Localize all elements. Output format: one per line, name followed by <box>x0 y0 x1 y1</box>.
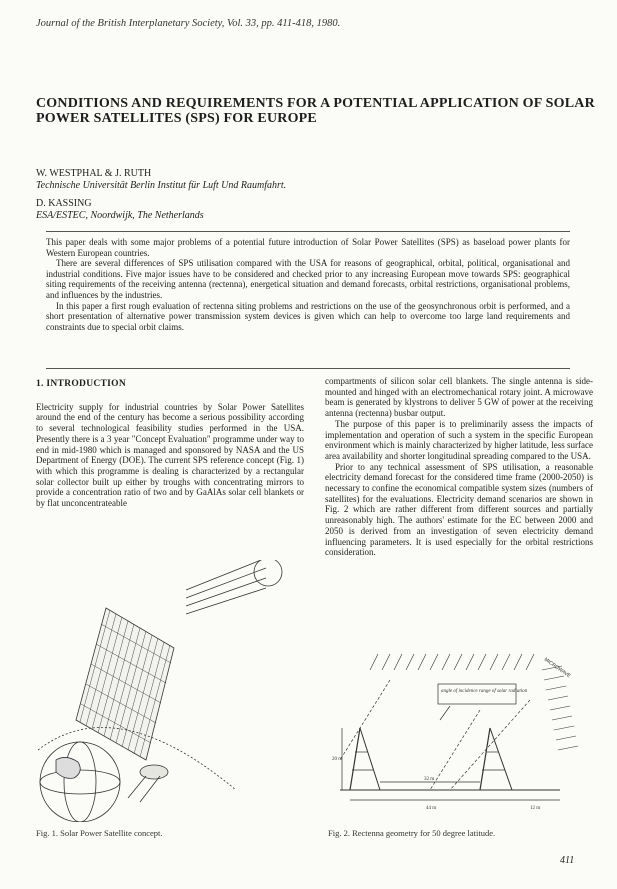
abstract <box>46 237 570 332</box>
figure-2-rectenna-geometry <box>330 640 592 818</box>
body-paragraph: The purpose of this paper is to preliminarily assess the impacts of implementation and operation of such a system in the specific European environment which is mainly characterized by higher latitude, less surface area availability and shorter longitudinal spreading compared to the USA. <box>325 418 593 461</box>
abstract-top-rule <box>46 231 570 232</box>
author-names: D. KASSING <box>36 198 92 209</box>
author-names: W. WESTPHAL & J. RUTH <box>36 168 152 179</box>
body-paragraph: Electricity supply for industrial countries by Solar Power Satellites around the end of the century has become a serious possibility according to several technological feasibility studies performed in the USA. Presently there is a 3 year "Concept Evaluation" programme under way to end in mid-1980 which is managed and sponsored by NASA and the US Department of Energy (DOE). The current SPS reference concept (Fig. 1) with which this programme is dealing is characterized by a rectangular solar collector built up either by troughs with concentrating mirrors to provide a concentration ratio of two and by GaAlAs solar cell blankets or by flat unconcentrateable <box>36 401 304 509</box>
figure-2-caption: Fig. 2. Rectenna geometry for 50 degree latitude. <box>328 828 496 838</box>
height-label: 20 m <box>332 757 343 762</box>
author-affiliation: Technische Universität Berlin Institut für Luft Und Raumfahrt. <box>36 180 287 191</box>
left-column <box>36 379 304 509</box>
abstract-paragraph: This paper deals with some major problems of a potential future introduction of Solar Power Satellites (SPS) as baseload power plants for Western European countries. <box>46 237 570 258</box>
author-affiliation: ESA/ESTEC, Noordwijk, The Netherlands <box>36 210 204 221</box>
figure-1-caption: Fig. 1. Solar Power Satellite concept. <box>36 828 163 838</box>
span-label-44: 44 m <box>426 806 437 811</box>
body-paragraph: compartments of silicon solar cell blankets. The single antenna is side-mounted and hinged with an electromechanical rotary joint. A microwave beam is generated by klystrons to deliver 5 GW of power at the receiving antenna (rectenna) busbar output. <box>325 376 593 419</box>
figure-1-sps-concept <box>36 560 296 822</box>
abstract-bottom-rule <box>46 368 570 369</box>
paper-title: CONDITIONS AND REQUIREMENTS FOR A POTENTIAL APPLICATION OF SOLAR POWER SATELLITES (SPS) FOR EUROPE <box>36 96 595 126</box>
abstract-paragraph: In this paper a first rough evaluation of rectenna siting problems and restrictions on the use of the geosynchronous orbit is performed, and a short presentation of alternative power transmission system devices is given which can help to overcome too large land requirements and constraints due to special orbit claims. <box>46 300 570 332</box>
section-heading: 1. INTRODUCTION <box>36 379 127 389</box>
incidence-label: angle of incidence range of solar radiation <box>441 689 528 694</box>
span-label-32: 32 m <box>424 777 435 782</box>
span-label-12: 12 m <box>530 806 541 811</box>
journal-citation: Journal of the British Interplanetary Society, Vol. 33, pp. 411-418, 1980. <box>36 18 341 29</box>
microwave-label: MICROWAVE <box>542 656 572 680</box>
author-block <box>36 168 286 222</box>
page-number: 411 <box>560 855 575 866</box>
right-column <box>325 376 593 558</box>
body-paragraph: Prior to any technical assessment of SPS utilisation, a reasonable electricity demand forecast for the considered time frame (2000-2050) is necessary to confine the economical compatible system sizes (numbers of satellites) for the evaluations. Electricity demand scenarios are shown in Fig. 2 which are rather different from different sources and partially unreasonably high. The authors' estimate for the EC between 2000 and 2050 is derived from an investigation of seven electricity demand influencing parameters. It is used especially for the orbital restrictions consideration. <box>325 461 593 558</box>
abstract-paragraph: There are several differences of SPS utilisation compared with the USA for reasons of geographical, orbital, political, organisational and industrial conditions. Five major issues have to be considered and checked prior to any increasing European move towards SPS: geographical siting requirements of the receiving antenna (rectenna), energetical situation and demand forecasts, orbital restrictions, organisational problems, and influences by the industries. <box>46 258 570 300</box>
